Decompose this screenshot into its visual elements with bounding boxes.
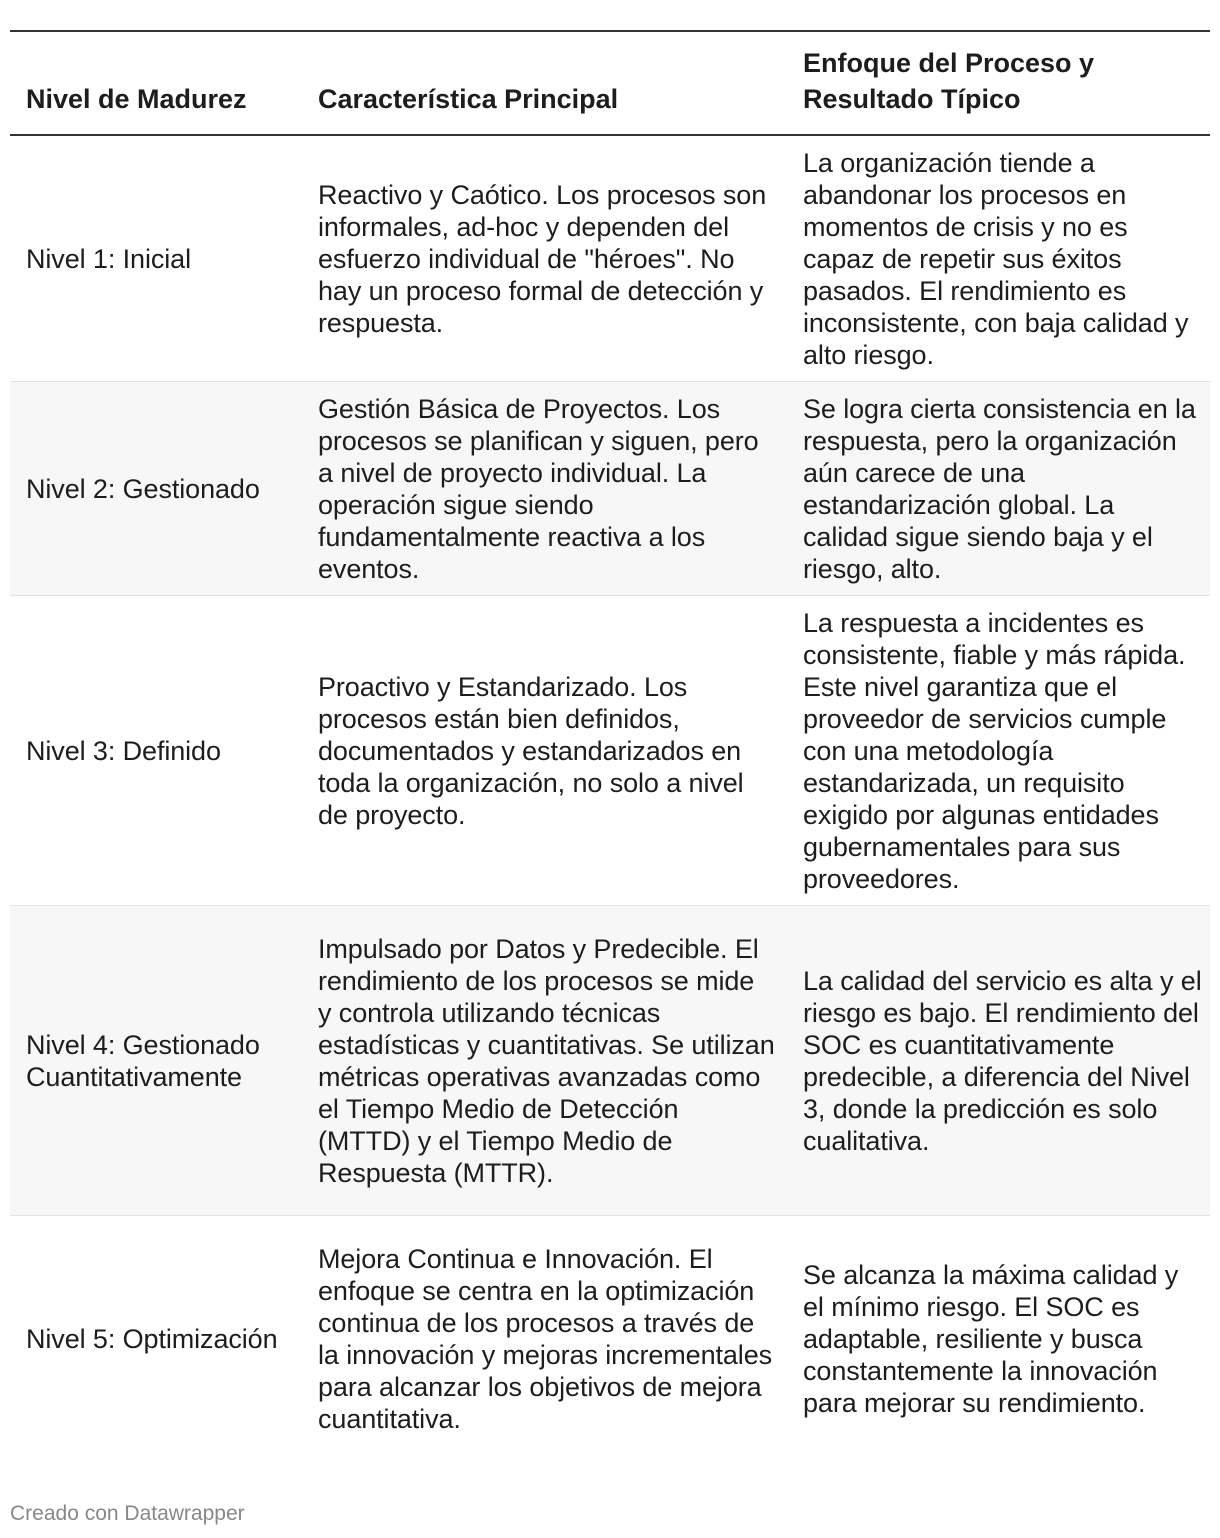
row-focus-cell: La respuesta a incidentes es consistente, fiable y más rápida. Este nivel garantiza que el proveedor de servicios cumple con una metodología estandarizada, un requisito exigido por algunas entidades gubernamentales para sus proveedores. (803, 607, 1186, 894)
row-characteristic-cell: Proactivo y Estandarizado. Los procesos están bien definidos, documentados y estandarizados en toda la organización, no solo a nivel de proyecto. (318, 671, 744, 830)
table-row (10, 382, 1210, 596)
row-level-cell: Nivel 5: Optimización (26, 1324, 278, 1354)
header-process-focus: Enfoque del Proceso y Resultado Típico (803, 48, 1095, 114)
maturity-table (10, 30, 1210, 1462)
table-row (10, 906, 1210, 1216)
row-level-cell: Nivel 2: Gestionado (26, 473, 260, 504)
header-main-characteristic: Característica Principal (318, 84, 619, 114)
row-level-cell: Nivel 1: Inicial (26, 243, 191, 274)
row-level-cell: Nivel 3: Definido (26, 735, 221, 766)
table-row (10, 596, 1210, 906)
table-row (10, 136, 1210, 382)
row-focus-cell: Se alcanza la máxima calidad y el mínimo riesgo. El SOC es adaptable, resiliente y busca constantemente la innovación para mejorar su rendimiento. (803, 1260, 1179, 1418)
row-characteristic-cell: Impulsado por Datos y Predecible. El rendimiento de los procesos se mide y controla utilizando técnicas estadísticas y cuantitativas. Se utilizan métricas operativas avanzadas como el Tiempo Medio de Detección (MTTD) y el Tiempo Medio de Respuesta (MTTR). (318, 933, 775, 1188)
row-level-cell: Nivel 4: Gestionado Cuantitativamente (26, 1029, 260, 1092)
header-maturity-level: Nivel de Madurez (26, 84, 247, 114)
row-focus-cell: Se logra cierta consistencia en la respuesta, pero la organización aún carece de una estandarización global. La calidad sigue siendo baja y el riesgo, alto. (803, 393, 1196, 584)
row-characteristic-cell: Mejora Continua e Innovación. El enfoque se centra en la optimización continua de los procesos a través de la innovación y mejoras incrementales para alcanzar los objetivos de mejora cuantitativa. (318, 1244, 773, 1434)
row-characteristic-cell: Gestión Básica de Proyectos. Los procesos se planifican y siguen, pero a nivel de proyecto individual. La operación sigue siendo fundamentalmente reactiva a los eventos. (318, 393, 759, 584)
row-focus-cell: La organización tiende a abandonar los procesos en momentos de crisis y no es capaz de repetir sus éxitos pasados. El rendimiento es inconsistente, con baja calidad y alto riesgo. (803, 147, 1189, 370)
datawrapper-credit: Creado con Datawrapper (10, 1502, 245, 1525)
table-row (10, 1216, 1210, 1462)
row-characteristic-cell: Reactivo y Caótico. Los procesos son informales, ad-hoc y dependen del esfuerzo individual de "héroes". No hay un proceso formal de detección y respuesta. (318, 179, 767, 338)
table-header-row (10, 32, 1210, 136)
row-focus-cell: La calidad del servicio es alta y el riesgo es bajo. El rendimiento del SOC es cuantitativamente predecible, a diferencia del Nivel 3, donde la predicción es solo cualitativa. (803, 965, 1202, 1156)
